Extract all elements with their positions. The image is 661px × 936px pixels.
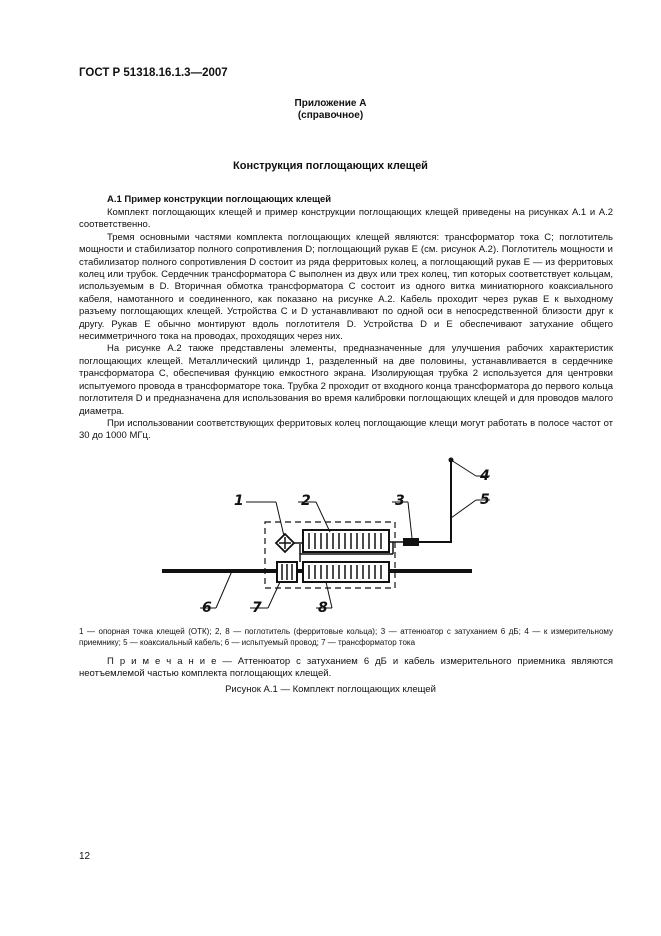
- label-7: 7: [252, 600, 262, 616]
- paragraph: Комплект поглощающих клещей и пример конструкции поглощающих клещей приведены на рисунках А.1 и А.2 соответственно.: [79, 207, 613, 231]
- label-3: 3: [395, 493, 405, 509]
- coax-cable: [419, 460, 451, 542]
- paragraph: При использовании соответствующих ферритовых колец поглощающие клещи могут работать в полосе частот от 30 до 1000 МГц.: [79, 417, 613, 442]
- paragraph: Тремя основными частями комплекта поглощающих клещей являются: трансформатор тока C; поглотитель мощности и стабилизатор полного сопротивления D; поглощающий рукав E (см. рисунок А.2). Поглотитель мощности и стабилизатор полного сопротивления D состоит из ряда ферритовых колец, а поглощающий рукав E — из ферритовых колец или трубок. Сердечник трансформатора C выполнен из двух или трех колец, тип которых соответствует кольцам, используемым в D. Вторичная обмотка трансформатора C состоит из одного витка миниатюрного коаксиального кабеля, намотанного и соединенного, как показано на рисунке А.2. Кабель проходит через рукав E к выходному разъему поглощающих клещей. Устройства C и D устанавливают по одной оси в непосредственной близости друг к другу. Рукав E обычно монтируют вдоль поглотителя D. Устройства D и E обеспечивают затухание общего несимметричного тока на проводах, проходящих через них.: [79, 231, 613, 343]
- figure-caption: Рисунок А.1 — Комплект поглощающих клещей: [225, 684, 436, 695]
- label-5: 5: [480, 492, 490, 508]
- section-heading: А.1 Пример конструкции поглощающих клещей: [107, 194, 332, 205]
- figure-legend: 1 — опорная точка клещей (ОТК); 2, 8 — поглотитель (ферритовые кольца); 3 — аттенюатор с затуханием 6 дБ; 4 — к измерительному приемнику; 5 — коаксиальный кабель; 6 — испытуемый провод; 7 — трансформатор тока: [79, 627, 613, 647]
- figure-note: П р и м е ч а н и е — Аттенюатор с затуханием 6 дБ и кабель измерительного приемника являются неотъемлемой частью комплекта поглощающих клещей.: [79, 656, 613, 680]
- upper-absorber: [303, 530, 389, 552]
- annex-subtitle: (справочное): [297, 110, 364, 121]
- page-title: Конструкция поглощающих клещей: [233, 160, 428, 172]
- body-text: [79, 207, 613, 443]
- lower-absorber: [303, 562, 389, 582]
- attenuator: [403, 538, 419, 546]
- label-1: 1: [234, 493, 244, 509]
- page-number: 12: [79, 851, 91, 862]
- label-8: 8: [318, 600, 328, 616]
- paragraph: На рисунке А.2 также представлены элементы, предназначенные для улучшения рабочих характеристик поглощающих клещей. Металлический цилиндр 1, разделенный на две половины, устанавливается в сердечнике трансформатора C, обеспечивая функцию емкостного экрана. Изолирующая трубка 2 используется для центровки испытуемого провода в трансформаторе тока. Трубка 2 проходит от входного конца трансформатора до первого кольца поглотителя D и предназначена для использования во время калибровки поглощающих клещей и для проводов малого диаметра.: [79, 343, 613, 417]
- label-4: 4: [480, 468, 490, 484]
- clamp-diagram: [160, 450, 520, 620]
- annex-title: Приложение А: [294, 98, 367, 109]
- label-6: 6: [202, 600, 212, 616]
- document-header: ГОСТ Р 51318.16.1.3—2007: [79, 67, 228, 79]
- label-2: 2: [301, 493, 311, 509]
